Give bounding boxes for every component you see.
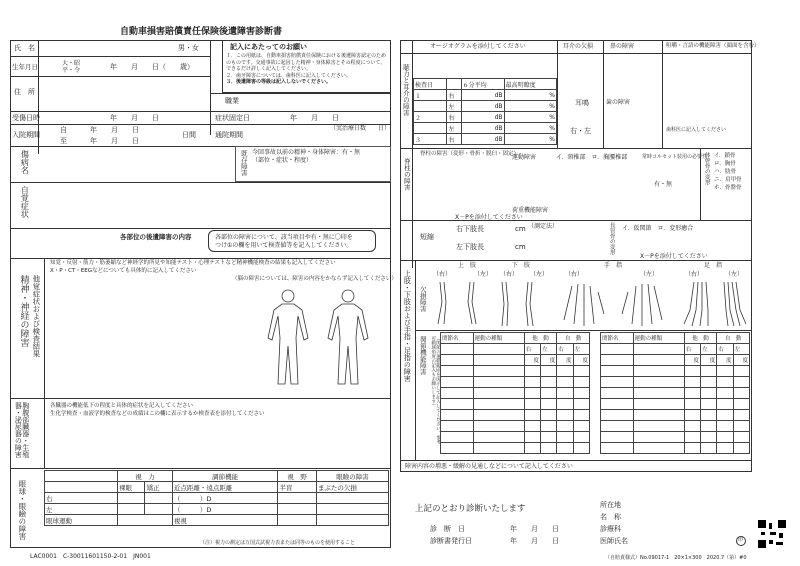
limb-bones-icon — [432, 280, 750, 330]
bone-def-label: 体幹骨の変形 — [703, 152, 710, 185]
doctor-field: 医師氏名 — [600, 537, 628, 545]
name-label: 氏 名 — [14, 44, 35, 52]
corset-opts: 有・無 — [654, 181, 673, 188]
organ-note-2: 生化学検査・血液学的検査などの成績はこの欄に表示するか検査表を添付してください — [50, 411, 265, 417]
limb-col-foot: 足 指 — [704, 262, 723, 269]
address-label: 住 所 — [14, 88, 35, 96]
psych-note-1: 知覚・反射・筋力・筋萎縮など神経学的所見や知能テスト・心理テストなど精神機能検査の結果も記入してください — [50, 260, 336, 266]
eye-note: （注）視力の測定は万国式試視力表または同等のものを使用すること — [200, 540, 356, 546]
spine-opts: イ．頸椎部 ロ．胸腰椎部 — [556, 154, 628, 161]
footer-code: LAC0001 C-30011601150-2-01 JN001 — [30, 553, 151, 560]
spine-sub-1: 運動障害 — [512, 154, 537, 161]
address-field: 所在地 — [600, 501, 621, 509]
visits-label: （実治療日数 日） — [330, 125, 391, 132]
eye-label: 眼球・眼瞼の障害 — [17, 480, 27, 540]
prior-label: 既存障害 — [239, 150, 248, 176]
form-title: 自動車損害賠償責任保険後遺障害診断書 — [120, 27, 283, 37]
hosp-from: 自 — [60, 126, 67, 134]
xray-note: X－Pを添付してください — [455, 214, 523, 221]
psych-note-2: X・P・CT・EEGなどについても具体的に記入してください — [50, 268, 197, 274]
notice-items: １．この用紙は、自動車損害賠償責任保険における後遺障害認定のためのものです。交通事故に起因した精神・身体障害とその程度について、できるだけ詳しく記入してください。 ２．歯牙障害については、歯科医に記入してください。 ３．後遺障害の等級は記入しないでください。 — [226, 53, 387, 85]
hosp-to: 至 — [60, 137, 67, 145]
section-head: 各部位の後遺障害の内容 — [120, 233, 192, 241]
teeth-note: 歯科医に記入してください — [666, 127, 727, 133]
defect-label: 欠損障害 — [418, 286, 427, 312]
organ-label: 胸腹部臓器・生殖器・泌尿器の障害 — [14, 402, 30, 458]
corset-label: 常時コルセット装用の必要性 — [642, 154, 708, 160]
injury-name-label: 傷病名 — [20, 150, 30, 174]
left-leg-label: 左下肢長 — [456, 243, 484, 251]
rom-table-right: 関節名 運動の種類 他 動 自 動 右 左 右 左 度 度 度 度 — [600, 332, 750, 454]
diag-date-label: 診 断 日 — [430, 525, 465, 533]
hospital-field: 名 称 — [600, 513, 621, 521]
psych-label: 精神・神経の障害 — [18, 275, 29, 347]
shortening-label: 短縮 — [420, 233, 434, 241]
ear-col: 耳介の欠損 — [563, 43, 594, 50]
tinnitus-label: 耳鳴 — [575, 99, 589, 107]
limb-col-hand: 手 指 — [604, 262, 623, 269]
outpatient-label: 通院期間 — [215, 131, 243, 139]
injury-date-label: 受傷日時 — [12, 114, 40, 122]
section-note: 各部位の障害について、該当項目や有・無に〇印を つけ①の欄を用いて検査値等を記入してください。 — [215, 234, 353, 249]
injury-date-value: 年 月 日 — [110, 114, 159, 122]
limb-col-lower: 下 肢 — [512, 262, 531, 269]
rom-table-left: 関節名 運動の種類 他 動 自 動 右 左 右 左 度 度 度 度 — [440, 332, 590, 454]
bone-def-opts: イ．鎖骨 ロ．胸骨 ハ．肋骨 ニ．肩甲骨 ホ．骨盤骨 — [714, 153, 742, 191]
mouth-col: 咀嚼・言語の機能障害（顔面を含む） — [666, 43, 760, 49]
sex-label: 男・女 — [178, 44, 199, 52]
deform-opts: イ．仮関節 ロ．変形癒合 — [622, 225, 694, 232]
tinnitus-opts: 右・左 — [570, 127, 591, 135]
organ-note-1: 各臓器の機能低下の程度と具体的症状を記入してください — [50, 403, 194, 409]
right-leg-label: 右下肢長 — [456, 225, 484, 233]
deform-label: 長管骨の変形 — [608, 222, 615, 255]
teeth-label: 歯の障害 — [606, 99, 631, 106]
fixed-date-value: 年 月 日 — [290, 114, 339, 122]
psych-note-3: （脳の障害については、障害の内容をかならず記入してください） — [232, 276, 397, 282]
right-footer: （自賠責様式）No.09017-1 20×1×300 2020.7（第）#0 — [605, 555, 747, 561]
prior-note: 今回事故以前の精神・身体障害：有・無 （部位・症状・程度） — [252, 149, 361, 164]
prognosis-label: 障害内容の増悪・緩解の見通しなどについて記入してください — [405, 463, 573, 470]
spine-label: 脊柱の障害 — [402, 158, 411, 191]
qr-code-icon — [758, 520, 786, 548]
subjective-label: 自覚症状 — [20, 186, 30, 218]
hosp-label: 入院期間 — [12, 131, 40, 139]
limb-label: 上肢・下肢および手指・足指の障害 — [403, 270, 412, 382]
body-diagram-icon — [258, 288, 380, 388]
rom-note: （関節の運動範囲を図示して記入してください。参考可動域角度の記入もお願いします） — [430, 336, 441, 444]
issue-date-label: 診断書発行日 — [430, 537, 472, 545]
row-divider — [10, 56, 210, 57]
audiogram-head: オージオグラムを添付してください — [430, 43, 526, 50]
dob-label: 生年月日 — [12, 63, 38, 71]
dob-value: 年 月 日（ 歳） — [110, 63, 194, 71]
nose-col: 鼻の障害 — [610, 43, 635, 50]
spine-sub-2: 荷重機能障害 — [512, 207, 549, 214]
psych-sub: 他覚症状および検査結果 — [31, 275, 41, 358]
cert-text: 上記のとおり診断いたします — [415, 504, 526, 514]
hearing-table: 検査日 ６分平均 最高明瞭度 １ 右 dB % 左 dB % ２ 右 dB % 左 dB % ３ 右 dB % — [413, 78, 557, 145]
hearing-label: 聴力と耳介の障害 — [401, 64, 410, 116]
hosp-days: 日間 — [182, 131, 196, 139]
notice-title: 記入にあたってのお願い — [230, 43, 307, 51]
limb-col-upper: 上 肢 — [458, 262, 477, 269]
era-options: 大・昭 平・令 — [62, 60, 81, 75]
dept-field: 診療科 — [600, 525, 621, 533]
fixed-date-label: 症状固定日 — [215, 114, 250, 122]
job-label: 職業 — [225, 97, 239, 105]
rom-label: 関節機能障害 — [418, 336, 427, 375]
measure-note: （測定法） — [528, 223, 559, 230]
spine-head: 脊柱の障害（変形・骨折・脱臼・固定） — [420, 151, 520, 157]
eye-table: 視 力 調節機能 視 野 眼瞼の障害 裸眼 矯正 近点距離・遠点距離 半盲 まぶたの欠損 右 （ ）D 左 （ ）D 眼球運動 複視 — [44, 470, 389, 526]
